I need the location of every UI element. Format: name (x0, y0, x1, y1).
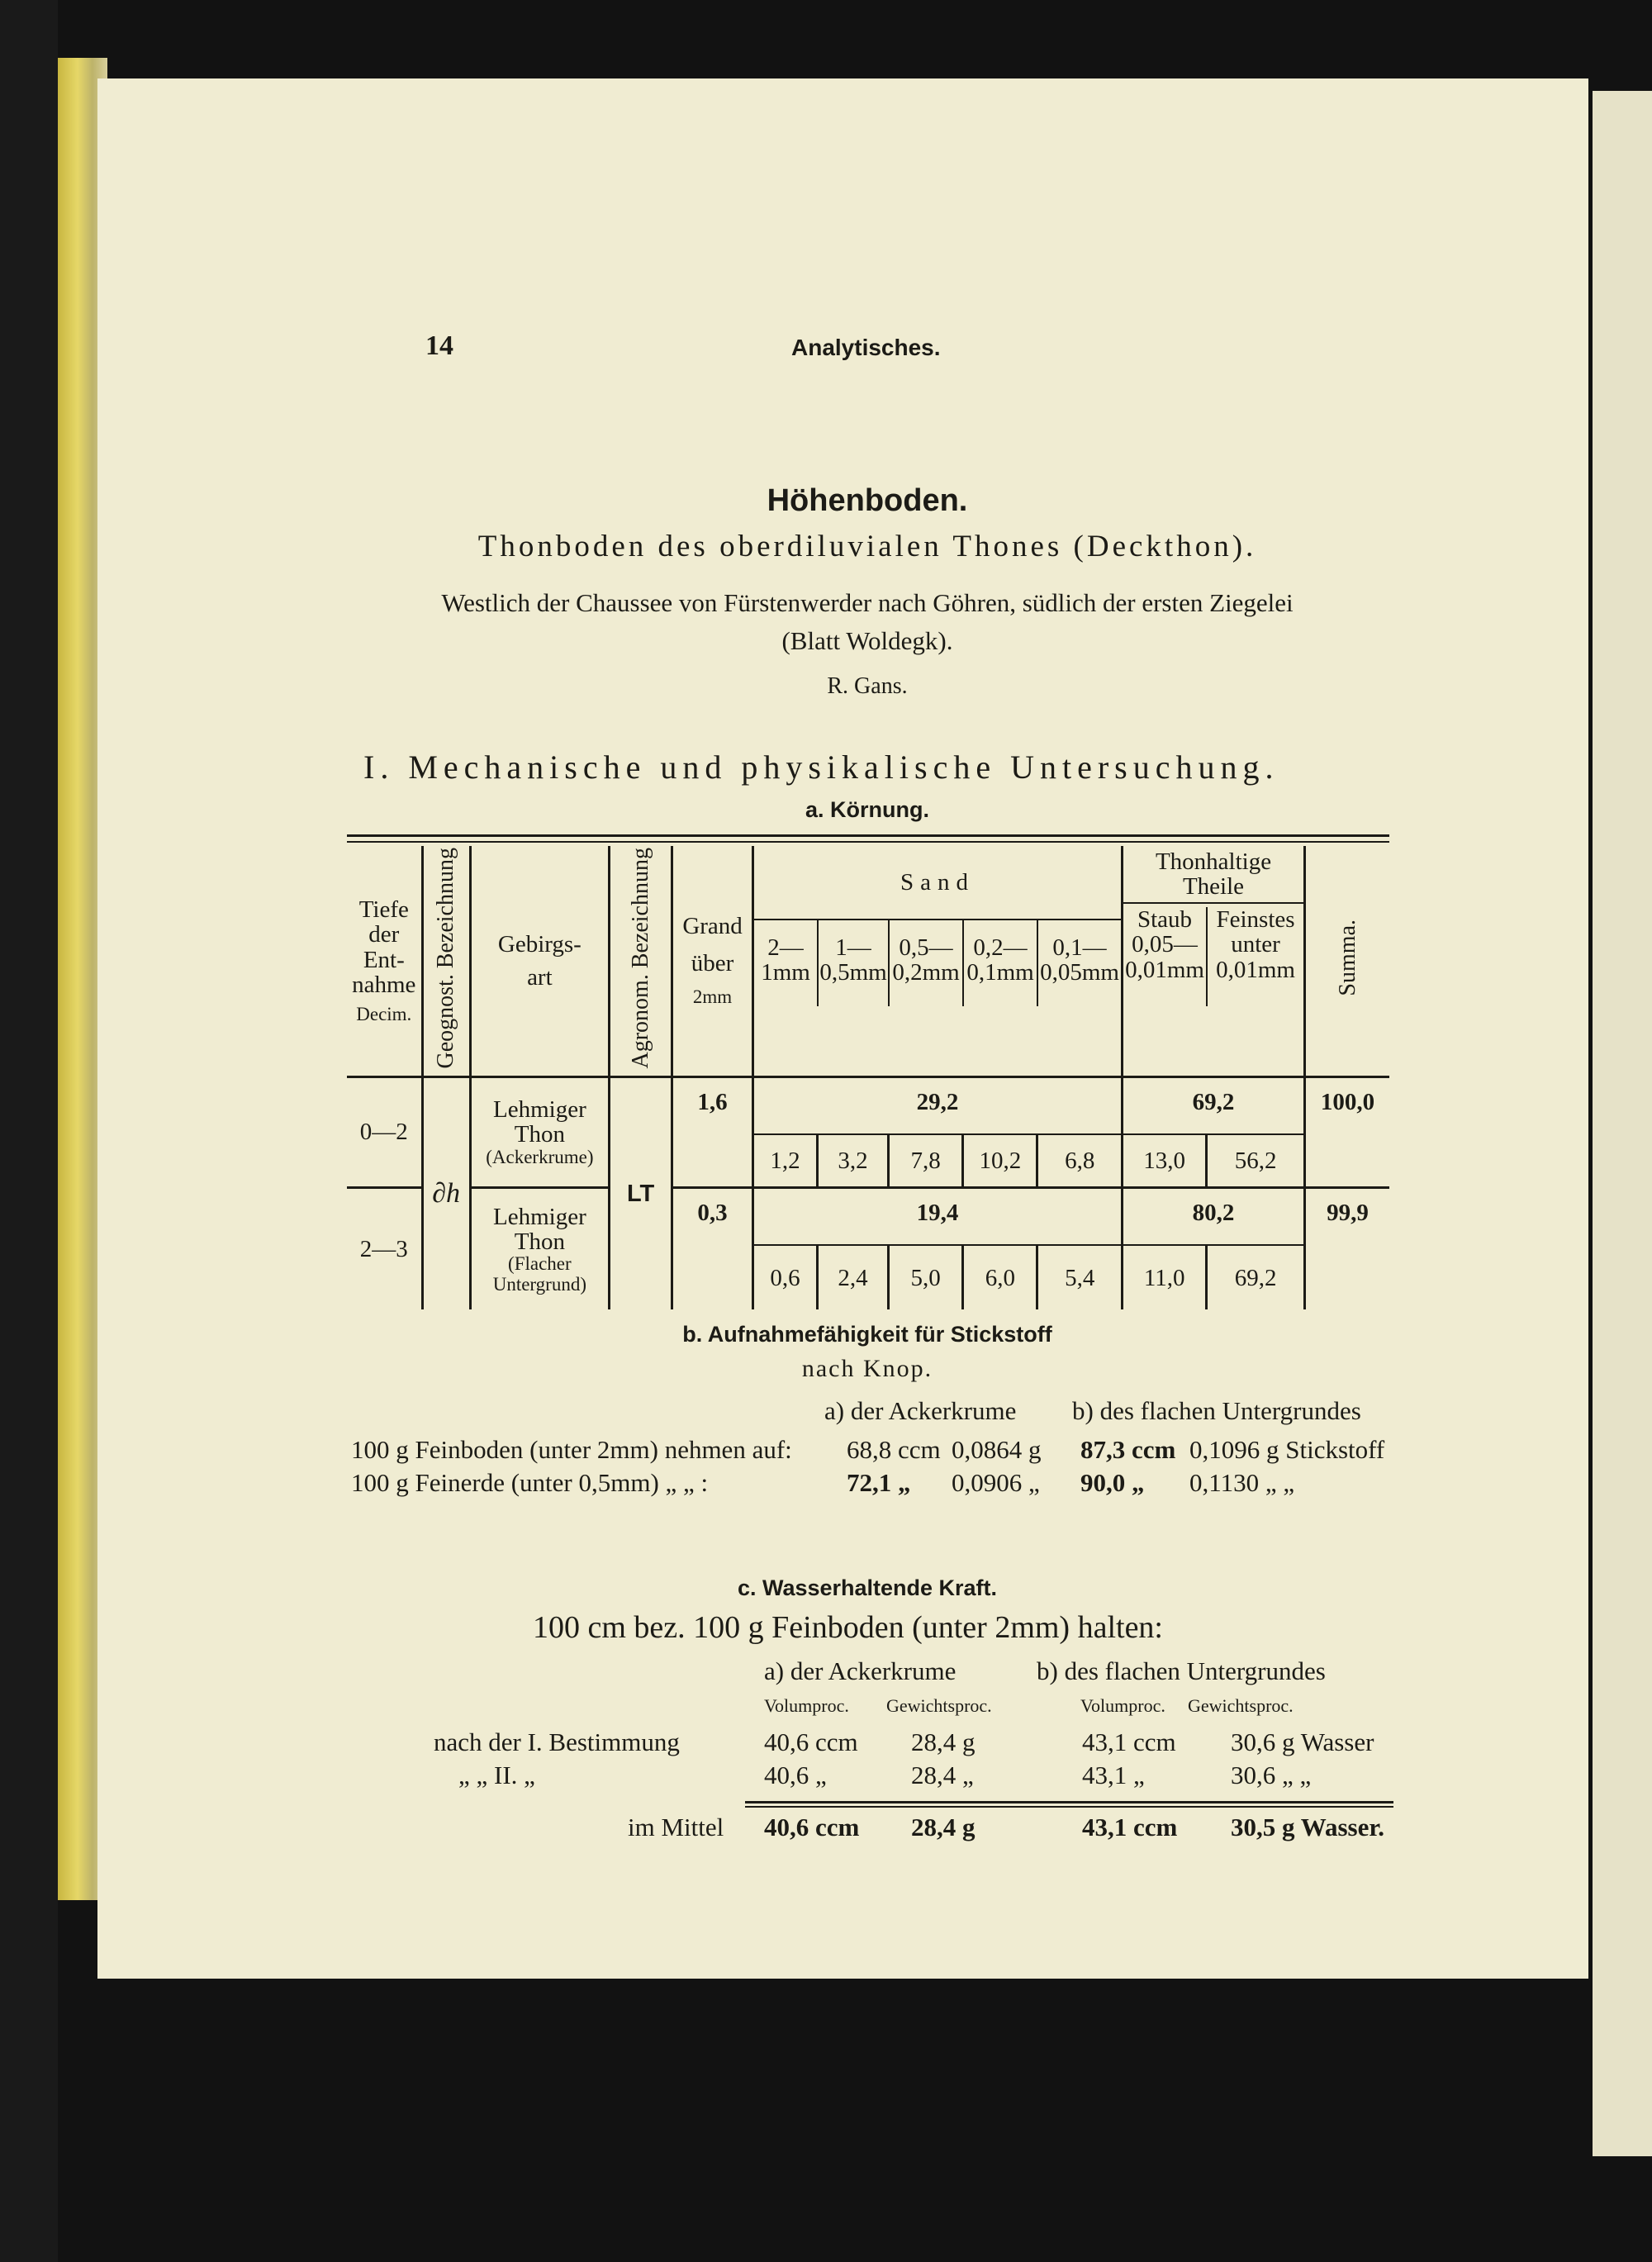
c-sum-rule-1 (745, 1801, 1393, 1803)
c-mittel-label: im Mittel (628, 1813, 724, 1841)
gebirgsart-1-l1: Lehmiger (493, 1095, 586, 1123)
header-thon-group (1123, 846, 1305, 1076)
b-row-2-a1: 72,1 „ (847, 1468, 911, 1497)
gebirgsart-2-l3: (Flacher (508, 1253, 572, 1275)
c-row-1-label: nach der I. Bestimmung (434, 1727, 680, 1756)
header-sand-col-3: 0,5—0,2mm (888, 920, 962, 1006)
b-row-2-a2: 0,0906 „ (952, 1468, 1040, 1497)
table-top-rule (347, 834, 1389, 837)
c-row-2-v3: 43,1 „ (1082, 1761, 1145, 1789)
c-intro: 100 cm bez. 100 g Feinboden (unter 2mm) halten: (533, 1610, 1163, 1645)
b-header-b: b) des flachen Untergrundes (1072, 1396, 1361, 1425)
cell-feinstes-2: 69,2 (1207, 1245, 1305, 1309)
cell-staub-2: 11,0 (1123, 1245, 1207, 1309)
c-row-1-v2: 28,4 g (911, 1727, 976, 1756)
header-staub-l1: Staub (1137, 906, 1193, 933)
cell-thon-total-2: 80,2 (1123, 1187, 1305, 1245)
header-summa-text: Summa. (1334, 920, 1360, 997)
location-line1: Westlich der Chaussee von Fürstenwerder nach Göhren, südlich der ersten Ziegelei (441, 588, 1294, 617)
section-heading: I. Mechanische und physikalische Untersuchung. (363, 748, 1279, 786)
header-sand-col-2: 1—0,5mm (817, 920, 888, 1006)
header-thon-l2: Theile (1182, 873, 1245, 901)
b-row-1-a2: 0,0864 g (952, 1435, 1042, 1464)
c-mittel-v3: 43,1 ccm (1082, 1813, 1178, 1841)
table-top-rule-2 (347, 841, 1389, 843)
running-head: Analytisches. (791, 335, 941, 360)
c-unit-3: Volumproc. (1080, 1695, 1165, 1716)
header-geognost (422, 846, 470, 1076)
page-number: 14 (425, 330, 453, 361)
header-staub (1123, 907, 1206, 1006)
header-gebirgsart (470, 846, 609, 1076)
header-feinstes-l3: 0,01mm (1216, 956, 1295, 983)
header-thon-l1: Thonhaltige (1155, 848, 1272, 875)
cell-agronom: LT (610, 1076, 672, 1309)
gebirgsart-1-l3: (Ackerkrume) (486, 1146, 594, 1167)
cell-sand-total-1: 29,2 (753, 1076, 1123, 1134)
subsection-a: a. Körnung. (805, 797, 929, 822)
b-row-2-label: 100 g Feinerde (unter 0,5mm) „ „ : (351, 1468, 709, 1497)
table-header-row (347, 846, 1389, 1076)
b-row-1-b2: 0,1096 g Stickstoff (1189, 1435, 1385, 1464)
header-grand (672, 846, 753, 1076)
c-row-2-v1: 40,6 „ (764, 1761, 827, 1789)
c-row-2-v4: 30,6 „ „ (1231, 1761, 1312, 1789)
header-sand-col-4: 0,2—0,1mm (962, 920, 1037, 1006)
cell-sand-1-4: 10,2 (963, 1134, 1037, 1187)
c-header-a: a) der Ackerkrume (764, 1656, 957, 1685)
cell-gebirgsart-2 (470, 1187, 609, 1309)
b-row-2-b1: 90,0 „ (1080, 1468, 1145, 1497)
cell-summa-1: 100,0 (1305, 1076, 1389, 1134)
header-summa (1305, 846, 1389, 1076)
c-mittel-v4: 30,5 g Wasser. (1231, 1813, 1385, 1841)
cell-gebirgsart-1 (470, 1076, 609, 1187)
table-row (347, 1187, 1389, 1245)
b-row-2-b2: 0,1130 „ „ (1189, 1468, 1295, 1497)
subsection-c: c. Wasserhaltende Kraft. (737, 1575, 998, 1600)
c-mittel-v1: 40,6 ccm (764, 1813, 860, 1841)
header-tiefe (347, 846, 422, 1076)
cell-sand-2-3: 5,0 (889, 1245, 963, 1309)
subsection-b: b. Aufnahmefähigkeit für Stickstoff (682, 1322, 1052, 1347)
gebirgsart-2-l4: Untergrund) (492, 1273, 586, 1295)
header-grand-l2: über (691, 949, 734, 977)
header-geognost-text: Geognost. Bezeichnung (433, 848, 459, 1069)
gebirgsart-2-l1: Lehmiger (493, 1203, 586, 1230)
header-staub-l2: 0,05— (1132, 931, 1198, 958)
facing-page-edge (1593, 91, 1652, 2156)
author: R. Gans. (827, 673, 908, 699)
c-unit-1: Volumproc. (764, 1695, 849, 1716)
cell-grand-1: 1,6 (672, 1076, 753, 1134)
title: Höhenboden. (767, 483, 968, 518)
location-line2: (Blatt Woldegk). (781, 626, 953, 655)
b-row-1-b1: 87,3 ccm (1080, 1435, 1176, 1464)
c-row-1-v4: 30,6 g Wasser (1231, 1727, 1374, 1756)
header-grand-l3: 2mm (692, 986, 733, 1008)
c-mittel-v2: 28,4 g (911, 1813, 976, 1841)
cell-sand-1-2: 3,2 (817, 1134, 888, 1187)
gebirgsart-1-l2: Thon (514, 1121, 565, 1148)
cell-sand-2-4: 6,0 (963, 1245, 1037, 1309)
cell-grand-1-empty (672, 1134, 753, 1187)
header-agronom (610, 846, 672, 1076)
cell-grand-2-empty (672, 1245, 753, 1309)
cell-sand-2-2: 2,4 (817, 1245, 888, 1309)
cell-sand-2-1: 0,6 (753, 1245, 818, 1309)
header-tiefe-l1: Tiefe (358, 896, 409, 924)
header-gebirgs-l2: art (527, 963, 553, 991)
cell-staub-1: 13,0 (1123, 1134, 1207, 1187)
cell-geognost: ∂h (422, 1076, 470, 1309)
header-decim: Decim. (356, 1003, 412, 1024)
header-sand-col-1: 2—1mm (761, 934, 810, 986)
cell-sand-1-1: 1,2 (753, 1134, 818, 1187)
cell-sand-2-5: 5,4 (1037, 1245, 1123, 1309)
header-tiefe-l2: der (368, 921, 400, 948)
table-row (347, 1076, 1389, 1134)
cell-feinstes-1: 56,2 (1207, 1134, 1305, 1187)
cell-thon-total-1: 69,2 (1123, 1076, 1305, 1134)
cell-tiefe-2: 2—3 (347, 1187, 422, 1309)
c-row-1-v1: 40,6 ccm (764, 1727, 858, 1756)
gebirgsart-2-l2: Thon (514, 1228, 565, 1256)
c-row-2-v2: 28,4 „ (911, 1761, 974, 1789)
koernung-table (347, 846, 1389, 1309)
cell-sand-total-2: 19,4 (753, 1187, 1123, 1245)
c-header-b: b) des flachen Untergrundes (1037, 1656, 1326, 1685)
header-feinstes-l2: unter (1231, 931, 1280, 958)
header-tiefe-l4: nahme (352, 972, 416, 999)
c-unit-2: Gewichtsproc. (886, 1695, 992, 1716)
header-agronom-text: Agronom. Bezeichnung (627, 848, 653, 1069)
subtitle: Thonboden des oberdiluvialen Thones (Deckthon). (477, 530, 1257, 563)
header-sand-col-5: 0,1—0,05mm (1037, 920, 1121, 1006)
c-unit-4: Gewichtsproc. (1188, 1695, 1294, 1716)
header-feinstes-l1: Feinstes (1216, 906, 1295, 933)
header-feinstes (1206, 907, 1303, 1006)
c-row-1-v3: 43,1 ccm (1082, 1727, 1176, 1756)
header-grand-l1: Grand (682, 913, 743, 940)
b-row-1-a1: 68,8 ccm (847, 1435, 941, 1464)
cell-summa-1-empty (1305, 1134, 1389, 1187)
b-row-1-label: 100 g Feinboden (unter 2mm) nehmen auf: (351, 1435, 792, 1464)
cell-summa-2-empty (1305, 1245, 1389, 1309)
header-tiefe-l3: Ent- (363, 946, 405, 973)
header-sand-group (753, 846, 1123, 1076)
subsection-b-note: nach Knop. (801, 1355, 933, 1382)
cell-summa-2: 99,9 (1305, 1187, 1389, 1245)
c-row-2-label: „ „ II. „ (458, 1761, 535, 1789)
header-sand: Sand (754, 846, 1121, 920)
cell-tiefe-1: 0—2 (359, 1119, 408, 1146)
header-staub-l3: 0,01mm (1125, 956, 1204, 983)
book-spine (0, 0, 58, 2262)
cell-sand-1-3: 7,8 (889, 1134, 963, 1187)
cell-grand-2: 0,3 (672, 1187, 753, 1245)
b-header-a: a) der Ackerkrume (824, 1396, 1017, 1425)
header-gebirgs-l1: Gebirgs- (497, 930, 582, 958)
c-sum-rule-2 (745, 1806, 1393, 1808)
cell-sand-1-5: 6,8 (1037, 1134, 1123, 1187)
